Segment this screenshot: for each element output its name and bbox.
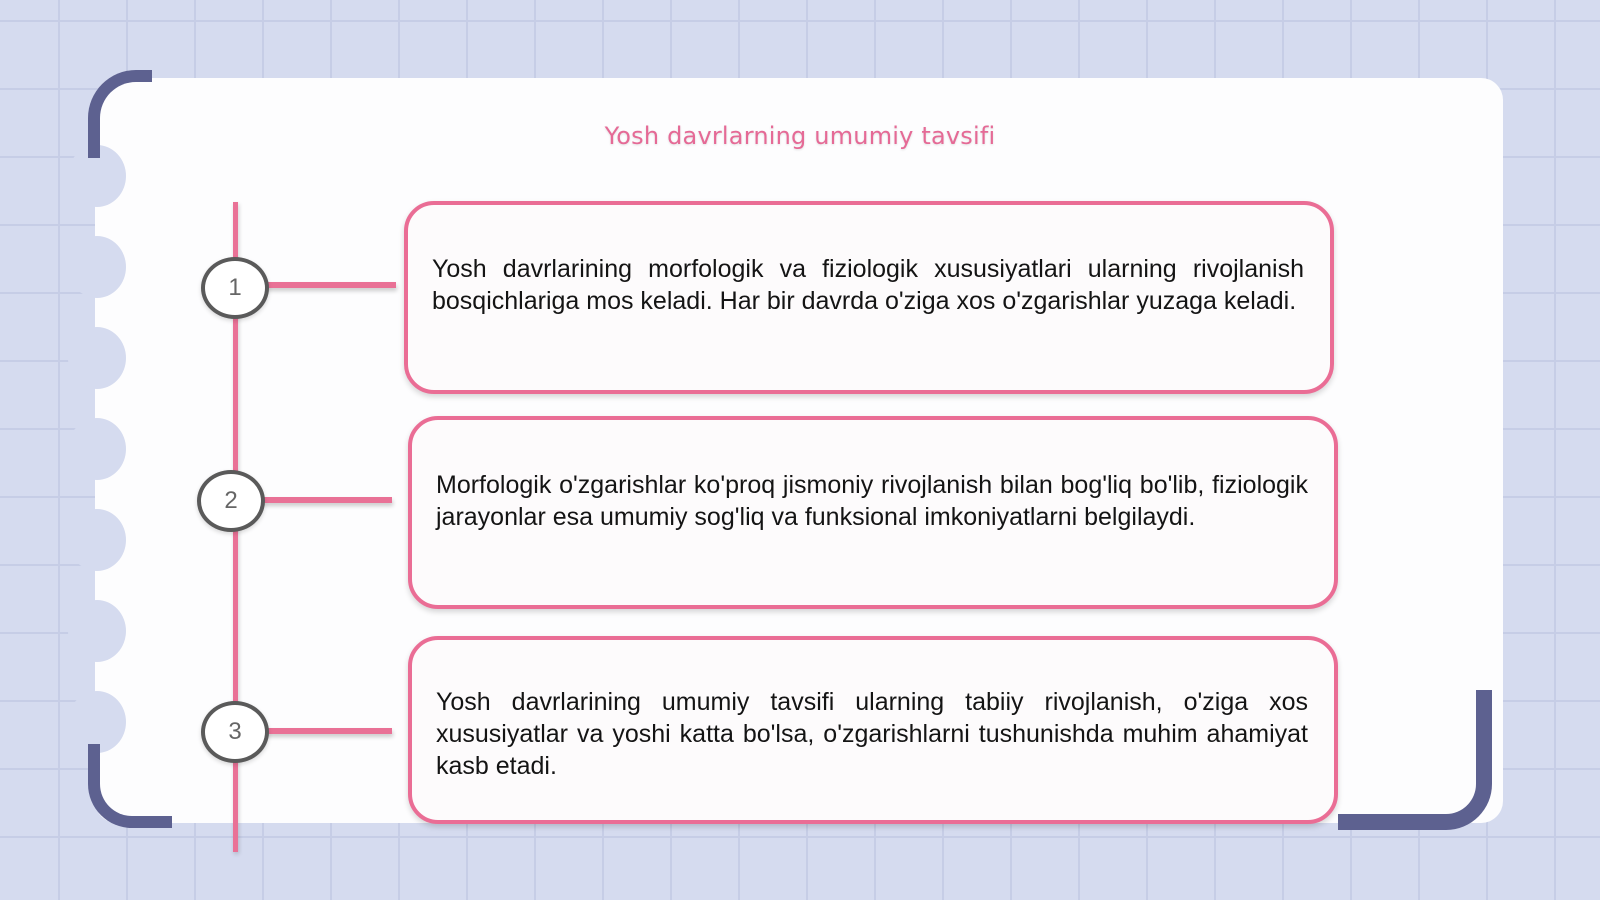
step-text-1: Yosh davrlarining morfologik va fiziologik xususiyatlari ularning rivojlanish bosqichlariga mos keladi. Har bir davrda o'ziga xos o'zgarishlar yuzaga keladi. [432,255,1304,315]
card-edge-notch [68,327,126,389]
timeline-connector-1 [264,282,396,288]
step-box-2 [408,416,1338,609]
step-number-3: 3 [201,701,269,763]
corner-bracket-bottom-right [1338,690,1492,830]
card-edge-notch [68,600,126,662]
step-box-3 [408,636,1338,824]
step-text-2: Morfologik o'zgarishlar ko'proq jismoniy rivojlanish bilan bog'liq bo'lib, fiziologik jarayonlar esa umumiy sog'liq va funksional imkoniyatlarni belgilaydi. [436,471,1308,531]
step-number-1: 1 [201,257,269,319]
step-box-1 [404,201,1334,394]
card-edge-notch [68,509,126,571]
card-edge-notch [68,236,126,298]
timeline-connector-3 [264,728,392,734]
timeline-connector-2 [262,497,392,503]
card-edge-notch [68,418,126,480]
corner-bracket-bottom-left [88,744,172,828]
step-text-3: Yosh davrlarining umumiy tavsifi ularning tabiiy rivojlanish, o'ziga xos xususiyatlar va yoshi katta bo'lsa, o'zgarishlarni tushunishda muhim ahamiyat kasb etadi. [436,688,1308,780]
slide-title: Yosh davrlarning umumiy tavsifi [604,122,996,150]
step-number-2: 2 [197,470,265,532]
